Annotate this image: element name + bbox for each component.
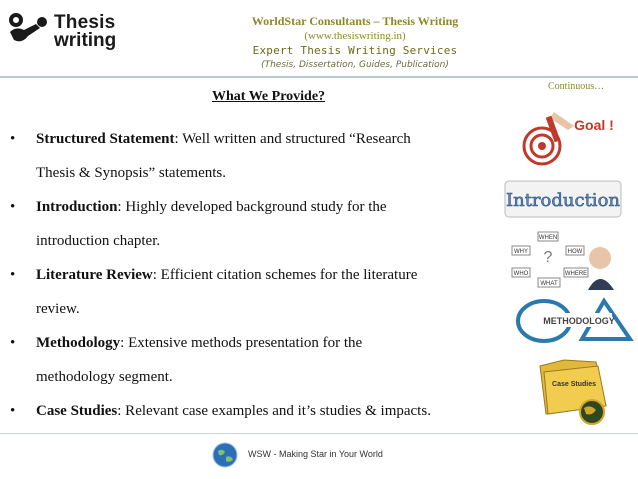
introduction-illustration xyxy=(504,180,622,218)
footer-divider xyxy=(0,433,638,434)
item-term: Case Studies xyxy=(36,403,118,419)
logo-figure-icon xyxy=(6,10,52,50)
item-desc-cont: methodology segment. xyxy=(36,369,173,385)
item-desc-cont: Thesis & Synopsis” statements. xyxy=(36,165,226,181)
item-desc: : Well written and structured “Research xyxy=(174,131,411,147)
logo-line2: writing xyxy=(54,30,117,51)
q-word: WHERE xyxy=(564,271,588,277)
bullet-icon: • xyxy=(10,267,16,283)
case-studies-illustration xyxy=(536,356,610,426)
globe-icon xyxy=(212,442,238,468)
item-term: Methodology xyxy=(36,335,121,351)
introduction-text: Introduction xyxy=(506,190,620,211)
bullet-icon: • xyxy=(10,335,16,351)
item-term: Introduction xyxy=(36,199,118,215)
bullet-icon: • xyxy=(10,403,16,419)
goal-text: Goal ! xyxy=(574,117,614,133)
questions-illustration xyxy=(508,230,616,290)
methodology-text: METHODOLOGY xyxy=(543,316,615,326)
slide-header xyxy=(0,0,638,78)
methodology-illustration xyxy=(516,297,634,345)
goal-illustration xyxy=(514,108,614,172)
item-desc: : Relevant case examples and it’s studies & impacts. xyxy=(117,403,431,419)
item-desc-cont: introduction chapter. xyxy=(36,233,161,249)
item-desc: : Efficient citation schemes for the literature xyxy=(152,267,418,283)
bullet-icon: • xyxy=(10,199,16,215)
item-term: Structured Statement xyxy=(36,131,175,147)
company-title: WorldStar Consultants – Thesis Writing xyxy=(251,14,459,28)
logo-line1: Thesis xyxy=(54,12,116,33)
item-desc: : Extensive methods presentation for the xyxy=(120,335,363,351)
q-word: HOW xyxy=(567,249,583,255)
section-title: What We Provide? xyxy=(212,89,326,104)
services-text: (Thesis, Dissertation, Guides, Publication) xyxy=(261,60,449,70)
q-word: WHEN xyxy=(538,235,558,241)
footer-text: WSW - Making Star in Your World xyxy=(248,449,383,459)
bullet-icon: • xyxy=(10,131,16,147)
thesis-writing-logo xyxy=(6,10,136,50)
continuous-label: Continuous… xyxy=(548,81,605,92)
tagline-text: Expert Thesis Writing Services xyxy=(252,44,458,57)
header-divider xyxy=(0,76,638,78)
item-desc-cont: review. xyxy=(36,301,80,317)
svg-text:?: ? xyxy=(543,249,553,266)
q-word: WHAT xyxy=(540,281,558,287)
q-word: WHO xyxy=(513,271,529,277)
item-term: Literature Review xyxy=(36,267,153,283)
q-word: WHY xyxy=(514,249,528,255)
website-text: (www.thesiswriting.in) xyxy=(304,30,406,42)
case-studies-text: Case Studies xyxy=(552,381,596,388)
item-desc: : Highly developed background study for the xyxy=(117,199,387,215)
